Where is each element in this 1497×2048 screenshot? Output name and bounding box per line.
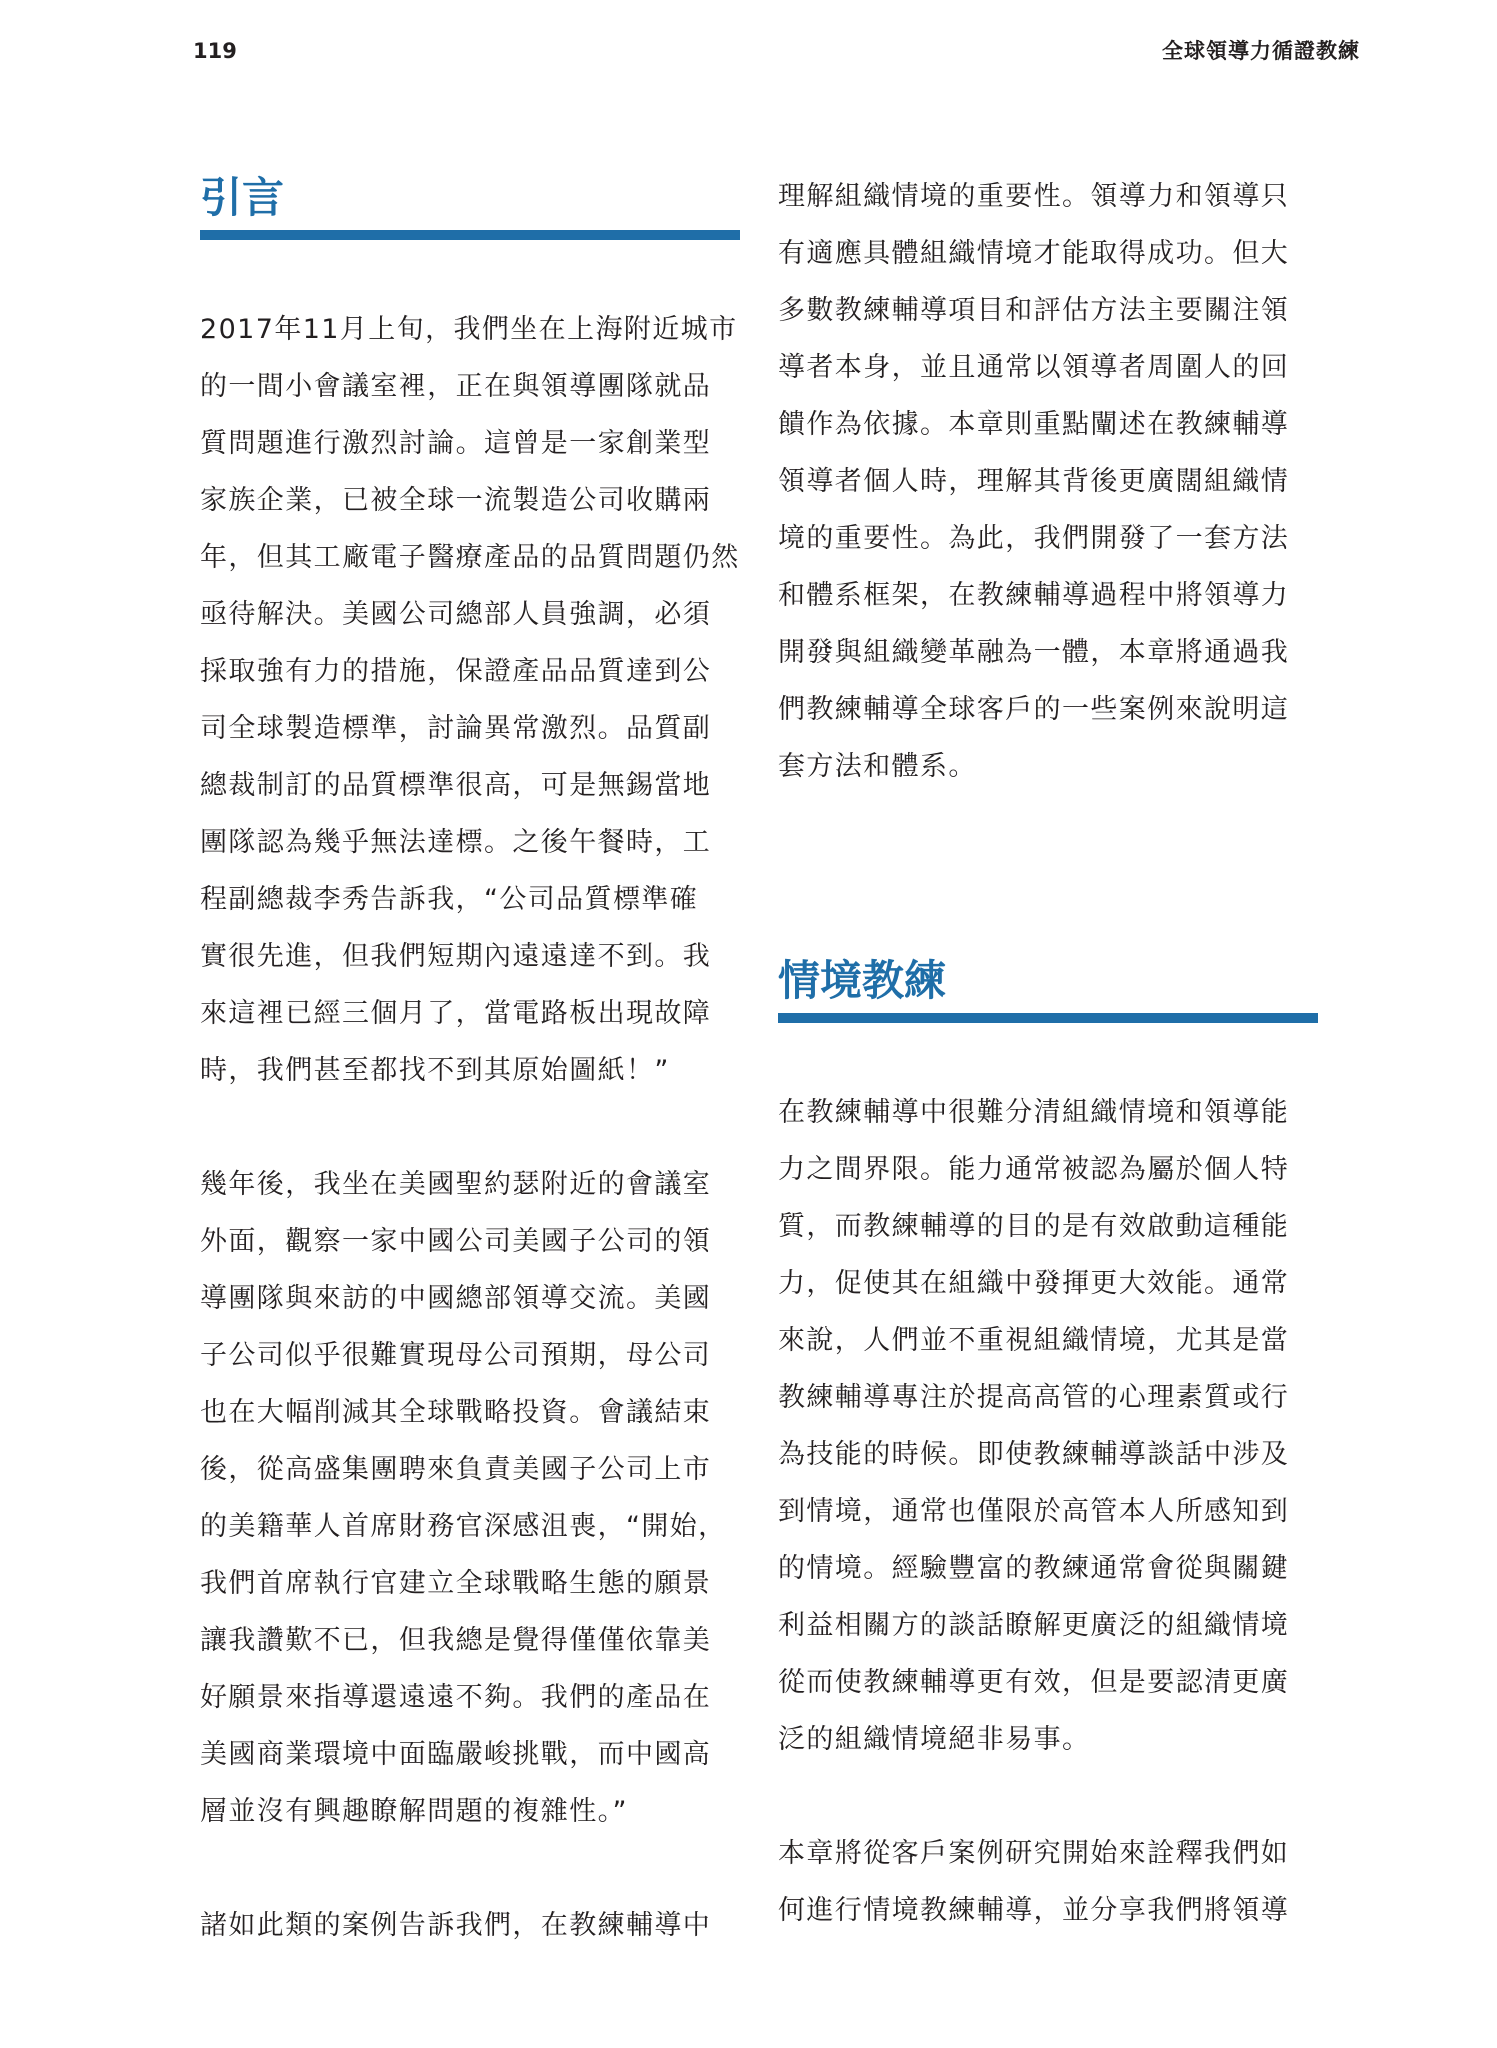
- text-line: 本章將從客戶案例研究開始來詮釋我們如: [778, 1838, 1290, 1869]
- section-title-rule: [200, 230, 740, 240]
- text-line: 亟待解決。美國公司總部人員強調，必須: [200, 599, 712, 630]
- text-line: 幾年後，我坐在美國聖約瑟附近的會議室: [200, 1169, 712, 1200]
- text-line: 教練輔導專注於提高高管的心理素質或行: [778, 1382, 1290, 1413]
- text-line: 境的重要性。為此，我們開發了一套方法: [778, 523, 1290, 554]
- text-line: 到情境，通常也僅限於高管本人所感知到: [778, 1496, 1290, 1527]
- text-line: 和體系框架，在教練輔導過程中將領導力: [778, 580, 1290, 611]
- text-line: 泛的組織情境絕非易事。: [778, 1724, 1091, 1755]
- text-line: 從而使教練輔導更有效，但是要認清更廣: [778, 1667, 1290, 1698]
- text-line: 在教練輔導中很難分清組織情境和領導能: [778, 1097, 1290, 1128]
- text-line: 的美籍華人首席財務官深感沮喪，“開始，: [200, 1511, 727, 1542]
- text-line: 後，從高盛集團聘來負責美國子公司上市: [200, 1454, 712, 1485]
- text-line: 讓我讚歎不已，但我總是覺得僅僅依靠美: [200, 1625, 712, 1656]
- text-line: 質問題進行激烈討論。這曾是一家創業型: [200, 428, 712, 459]
- text-line: 也在大幅削減其全球戰略投資。會議結束: [200, 1397, 712, 1428]
- section-title-situational-coaching: 情境教練: [778, 956, 947, 1005]
- text-line: 多數教練輔導項目和評估方法主要關注領: [778, 295, 1290, 326]
- text-line: 開發與組織變革融為一體，本章將通過我: [778, 637, 1290, 668]
- intro-paragraph-3-continued: [778, 168, 1318, 795]
- text-line: 來說，人們並不重視組織情境，尤其是當: [778, 1325, 1290, 1356]
- text-line: 司全球製造標準，討論異常激烈。品質副: [200, 713, 712, 744]
- text-line: 質，而教練輔導的目的是有效啟動這種能: [778, 1211, 1290, 1242]
- section-title-intro: 引言: [200, 173, 285, 222]
- text-line: 領導者個人時，理解其背後更廣闊組織情: [778, 466, 1290, 497]
- intro-paragraph-2: [200, 1156, 740, 1840]
- left-column: [200, 170, 740, 1954]
- right-column: [778, 170, 1318, 1939]
- intro-paragraph-3: [200, 1897, 740, 1954]
- text-line: 年，但其工廠電子醫療產品的品質問題仍然: [200, 542, 740, 573]
- text-line: 利益相關方的談話瞭解更廣泛的組織情境: [778, 1610, 1290, 1641]
- text-line: 好願景來指導還遠遠不夠。我們的產品在: [200, 1682, 712, 1713]
- running-head-book-title: 全球領導力循證教練: [1162, 39, 1360, 63]
- text-line: 為技能的時候。即使教練輔導談話中涉及: [778, 1439, 1290, 1470]
- situational-paragraph-1: [778, 1084, 1318, 1768]
- text-line: 實很先進，但我們短期內遠遠達不到。我: [200, 941, 712, 972]
- text-line: 來這裡已經三個月了，當電路板出現故障: [200, 998, 712, 1029]
- text-line: 套方法和體系。: [778, 751, 977, 782]
- text-line: 何進行情境教練輔導，並分享我們將領導: [778, 1895, 1290, 1926]
- text-line: 採取強有力的措施，保證產品品質達到公: [200, 656, 712, 687]
- text-line: 團隊認為幾乎無法達標。之後午餐時，工: [200, 827, 712, 858]
- page-number: 119: [193, 39, 237, 63]
- text-line: 美國商業環境中面臨嚴峻挑戰，而中國高: [200, 1739, 712, 1770]
- text-line: 的一間小會議室裡，正在與領導團隊就品: [200, 371, 712, 402]
- text-line: 力之間界限。能力通常被認為屬於個人特: [778, 1154, 1290, 1185]
- text-line: 子公司似乎很難實現母公司預期，母公司: [200, 1340, 712, 1371]
- text-line: 的情境。經驗豐富的教練通常會從與關鍵: [778, 1553, 1290, 1584]
- text-line: 們教練輔導全球客戶的一些案例來說明這: [778, 694, 1290, 725]
- text-line: 總裁制訂的品質標準很高，可是無錫當地: [200, 770, 712, 801]
- text-line: 外面，觀察一家中國公司美國子公司的領: [200, 1226, 712, 1257]
- text-line: 理解組織情境的重要性。領導力和領導只: [778, 181, 1290, 212]
- text-line: 諸如此類的案例告訴我們，在教練輔導中: [200, 1910, 712, 1941]
- section-title-rule: [778, 1013, 1318, 1023]
- text-line: 導者本身，並且通常以領導者周圍人的回: [778, 352, 1290, 383]
- text-line: 程副總裁李秀告訴我，“公司品質標準確: [200, 884, 699, 915]
- situational-coaching-section: [778, 953, 1318, 1939]
- text-line: 導團隊與來訪的中國總部領導交流。美國: [200, 1283, 712, 1314]
- text-line: 時，我們甚至都找不到其原始圖紙！”: [200, 1055, 670, 1086]
- text-line: 饋作為依據。本章則重點闡述在教練輔導: [778, 409, 1290, 440]
- situational-paragraph-2: [778, 1825, 1318, 1939]
- intro-paragraph-1: [200, 301, 740, 1099]
- text-line: 我們首席執行官建立全球戰略生態的願景: [200, 1568, 712, 1599]
- text-line: 層並沒有興趣瞭解問題的複雜性。”: [200, 1796, 628, 1827]
- text-line: 家族企業，已被全球一流製造公司收購兩: [200, 485, 712, 516]
- text-line: 2017年11月上旬，我們坐在上海附近城市: [200, 314, 738, 345]
- text-line: 力，促使其在組織中發揮更大效能。通常: [778, 1268, 1290, 1299]
- text-line: 有適應具體組織情境才能取得成功。但大: [778, 238, 1290, 269]
